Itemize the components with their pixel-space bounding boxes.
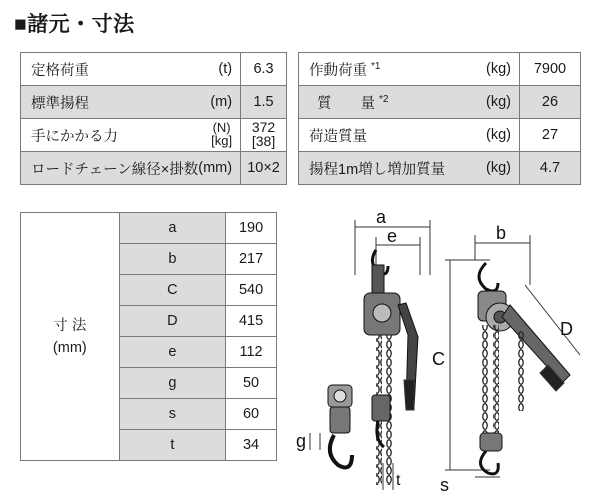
note-mark: *1 — [371, 60, 381, 72]
spec-label: 標準揚程 — [21, 86, 199, 119]
spec-value: 27 — [520, 119, 581, 152]
spec-label — [299, 86, 479, 119]
page-title: ■諸元・寸法 — [14, 13, 135, 36]
spec-row — [21, 53, 287, 86]
spec-unit: (t) — [198, 53, 240, 86]
note-mark: *2 — [379, 93, 389, 105]
dimension-value: 50 — [226, 368, 277, 399]
dimension-key: s — [119, 399, 225, 430]
spec-unit — [198, 119, 240, 152]
dimension-value: 415 — [226, 306, 277, 337]
dim-label-a: a — [376, 207, 387, 227]
spec-row — [299, 119, 581, 152]
spec-unit: (m) — [198, 86, 240, 119]
spec-row — [21, 152, 287, 185]
dim-label-D: D — [560, 319, 573, 339]
spec-value: 6.3 — [241, 53, 287, 86]
spec-row — [299, 86, 581, 119]
spec-row — [21, 86, 287, 119]
dimension-key: D — [119, 306, 225, 337]
spec-value: 7900 — [520, 53, 581, 86]
dimension-key: a — [119, 213, 225, 244]
dimension-key: g — [119, 368, 225, 399]
dimension-value: 60 — [226, 399, 277, 430]
spec-value: 26 — [520, 86, 581, 119]
spec-value: 1.5 — [241, 86, 287, 119]
front-view — [355, 207, 430, 490]
dimension-value: 540 — [226, 275, 277, 306]
spec-label — [299, 53, 479, 86]
spec-value: 4.7 — [520, 152, 581, 185]
spec-unit: (mm) — [198, 152, 240, 185]
spec-label: 定格荷重 — [21, 53, 199, 86]
dim-label-C: C — [432, 349, 445, 369]
spec-label: 手にかかる力 — [21, 119, 199, 152]
dim-label-g: g — [296, 431, 307, 451]
dimension-table — [20, 212, 277, 461]
spec-row — [299, 53, 581, 86]
dimension-value: 112 — [226, 337, 277, 368]
spec-label-text: 質 量 — [317, 95, 375, 112]
spec-value — [241, 119, 287, 152]
value-top: 372 — [251, 119, 276, 135]
dim-label-b: b — [496, 223, 507, 243]
spec-unit: (kg) — [478, 53, 519, 86]
spec-label-text: 作動荷重 — [309, 62, 367, 79]
dim-label-t: t — [396, 472, 401, 489]
dimension-header — [21, 213, 120, 461]
spec-unit: (kg) — [478, 152, 519, 185]
dimension-header-unit: (mm) — [52, 339, 87, 356]
value-bottom: [38] — [251, 133, 276, 149]
spec-table-left — [20, 52, 287, 185]
spec-label: ロードチェーン線径×掛数 — [21, 152, 199, 185]
dimension-row — [21, 213, 277, 244]
unit-bottom: [kg] — [211, 133, 233, 148]
dimension-key: b — [119, 244, 225, 275]
spec-row — [21, 119, 287, 152]
spec-unit: (kg) — [478, 119, 519, 152]
hoist-dimension-drawing — [290, 205, 590, 495]
dimension-value: 190 — [226, 213, 277, 244]
spec-label: 荷造質量 — [299, 119, 479, 152]
unit-top: (N) — [212, 120, 231, 135]
spec-value: 10×2 — [241, 152, 287, 185]
side-view — [296, 385, 352, 467]
spec-table-right — [298, 52, 581, 185]
spec-label: 揚程1m増し増加質量 — [299, 152, 479, 185]
right-view — [432, 223, 580, 495]
dimension-key: C — [119, 275, 225, 306]
dimension-header-label: 寸 法 — [53, 317, 87, 334]
dimension-value: 217 — [226, 244, 277, 275]
dimension-value: 34 — [226, 430, 277, 461]
dimension-key: e — [119, 337, 225, 368]
dim-label-s: s — [440, 475, 449, 495]
spec-row — [299, 152, 581, 185]
spec-unit: (kg) — [478, 86, 519, 119]
dim-label-e: e — [387, 226, 398, 246]
dimension-key: t — [119, 430, 225, 461]
